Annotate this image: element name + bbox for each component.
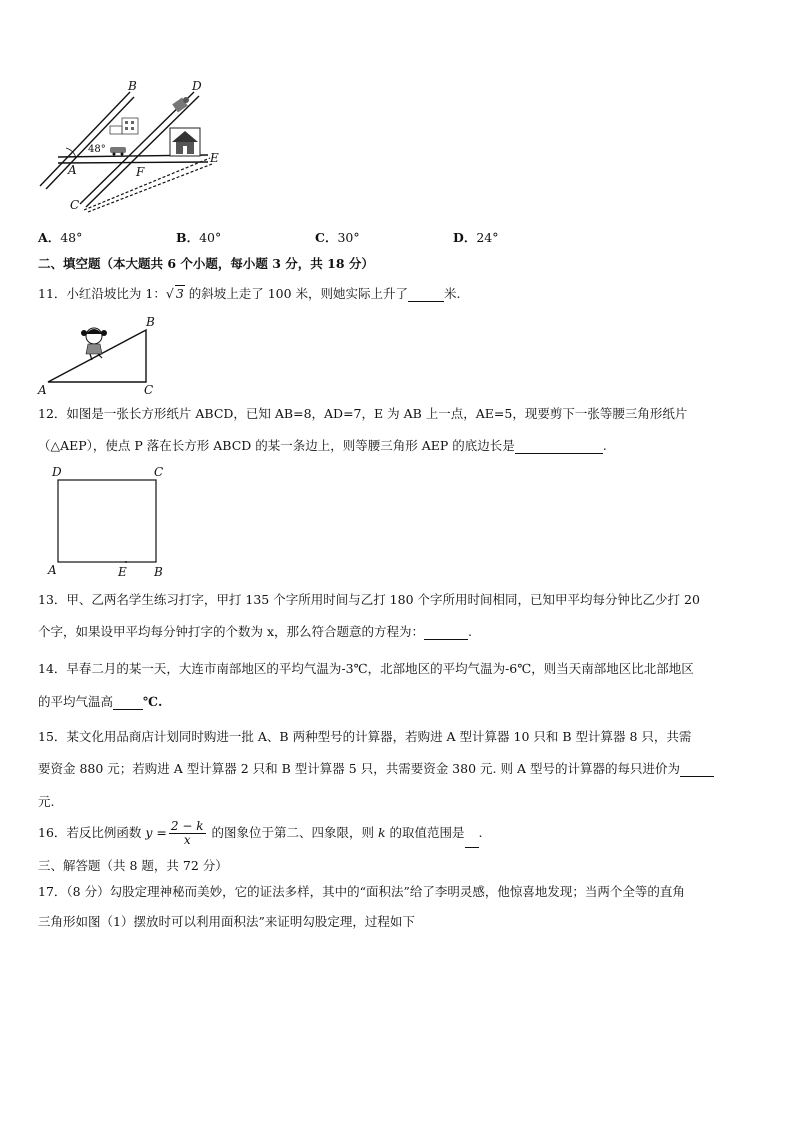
figure-q12 xyxy=(46,462,172,580)
path-ce-dashed-1 xyxy=(84,158,210,210)
question-11: 11．小红沿坡比为 1：√ 3 的斜坡上走了 100 米，则她实际上升了 米. xyxy=(38,286,461,301)
question-12-line-1: 12．如图是一张长方形纸片 ABCD，已知 AB=8，AD=7，E 为 AB 上一点，AE=5，现要剪下一张等腰三角形纸片 xyxy=(38,406,688,421)
label-b: B xyxy=(154,565,163,579)
label-a: A xyxy=(48,563,57,577)
function-name: y = xyxy=(145,825,167,840)
rectangle-abcd xyxy=(58,480,156,562)
label-c: C xyxy=(154,465,164,479)
label-f: F xyxy=(136,165,145,179)
answer-blank-16[interactable] xyxy=(465,835,479,848)
option-d: D．24° xyxy=(453,230,499,245)
sqrt-symbol: √ xyxy=(165,286,174,301)
answer-blank-14[interactable] xyxy=(113,697,143,710)
answer-blank-13[interactable] xyxy=(424,627,468,640)
question-13-line-1: 13．甲、乙两名学生练习打字，甲打 135 个字所用时间与乙打 180 个字所用时间相同，已知甲平均每分钟比乙少打 20 xyxy=(38,592,700,607)
option-c: C．30° xyxy=(315,230,360,245)
road-ab-line-2 xyxy=(46,97,134,189)
question-14-line-2: 的平均气温高 ℃. xyxy=(38,694,163,709)
answer-blank-15[interactable] xyxy=(680,764,714,777)
label-d: D xyxy=(52,465,62,479)
variable-k: k xyxy=(377,825,386,840)
sqrt-radicand: 3 xyxy=(175,286,184,301)
question-15-line-2: 要资金 880 元；若购进 A 型计算器 2 只和 B 型计算器 5 只，共需要资金 380 元. 则 A 型号的计算器的每只进价为 xyxy=(38,761,714,777)
fraction-numerator: 2 − k xyxy=(170,819,204,833)
label-c: C xyxy=(144,383,154,397)
label-a: A xyxy=(68,163,77,177)
label-d: D xyxy=(192,79,202,93)
road-ab-line-1 xyxy=(40,92,130,186)
question-16: 16．若反比例函数 y = $\frac{2 - k}{x}$ 的图象位于第二、四象限，则 k 的取值范围是 . xyxy=(38,819,483,847)
question-15-line-3: 元. xyxy=(38,794,55,809)
building-icon xyxy=(110,118,138,134)
section-3-heading: 三、解答题（共 8 题，共 72 分） xyxy=(38,858,228,873)
label-e: E xyxy=(118,565,127,579)
question-17-line-1: 17．（8 分）勾股定理神秘而美妙，它的证法多样，其中的“面积法”给了李明灵感，他惊喜地发现；当两个全等的直角 xyxy=(38,884,685,899)
road-ae-line-2 xyxy=(58,162,208,163)
question-17-line-2: 三角形如图（1）摆放时可以利用面积法”来证明勾股定理，过程如下 xyxy=(38,914,415,929)
car-icon xyxy=(110,147,126,156)
fraction xyxy=(169,820,206,847)
answer-blank-12[interactable] xyxy=(515,441,603,454)
question-12-line-2: （△AEP），使点 P 落在长方形 ABCD 的某一条边上，则等腰三角形 AEP 的底边长是 . xyxy=(38,438,607,453)
figure-q10 xyxy=(36,78,226,216)
question-13-line-2: 个字，如果设甲平均每分钟打字的个数为 x，那么符合题意的方程为： . xyxy=(38,624,473,639)
option-b: B．40° xyxy=(176,230,222,245)
option-a: A．48° xyxy=(38,230,83,245)
section-2-heading: 二、填空题（本大题共 6 个小题，每小题 3 分，共 18 分） xyxy=(38,256,374,271)
question-14-line-1: 14．早春二月的某一天，大连市南部地区的平均气温为-3℃，北部地区的平均气温为-6℃，则当天南部地区比北部地区 xyxy=(38,661,694,676)
house-icon xyxy=(170,128,200,156)
question-15-line-1: 15．某文化用品商店计划同时购进一批 A、B 两种型号的计算器，若购进 A 型计算器 10 只和 B 型计算器 8 只，共需 xyxy=(38,729,692,744)
fraction-denominator: x xyxy=(183,833,191,847)
answer-blank-11[interactable] xyxy=(408,289,444,302)
girl-icon xyxy=(81,328,107,360)
angle-label: 48° xyxy=(88,144,106,155)
label-b: B xyxy=(146,315,155,329)
figure-q11 xyxy=(36,314,166,398)
path-ce-dashed-2 xyxy=(88,164,212,212)
label-e: E xyxy=(210,151,219,165)
label-c: C xyxy=(70,198,80,212)
label-b: B xyxy=(128,79,137,93)
label-a: A xyxy=(38,383,47,397)
point-e xyxy=(125,561,127,563)
